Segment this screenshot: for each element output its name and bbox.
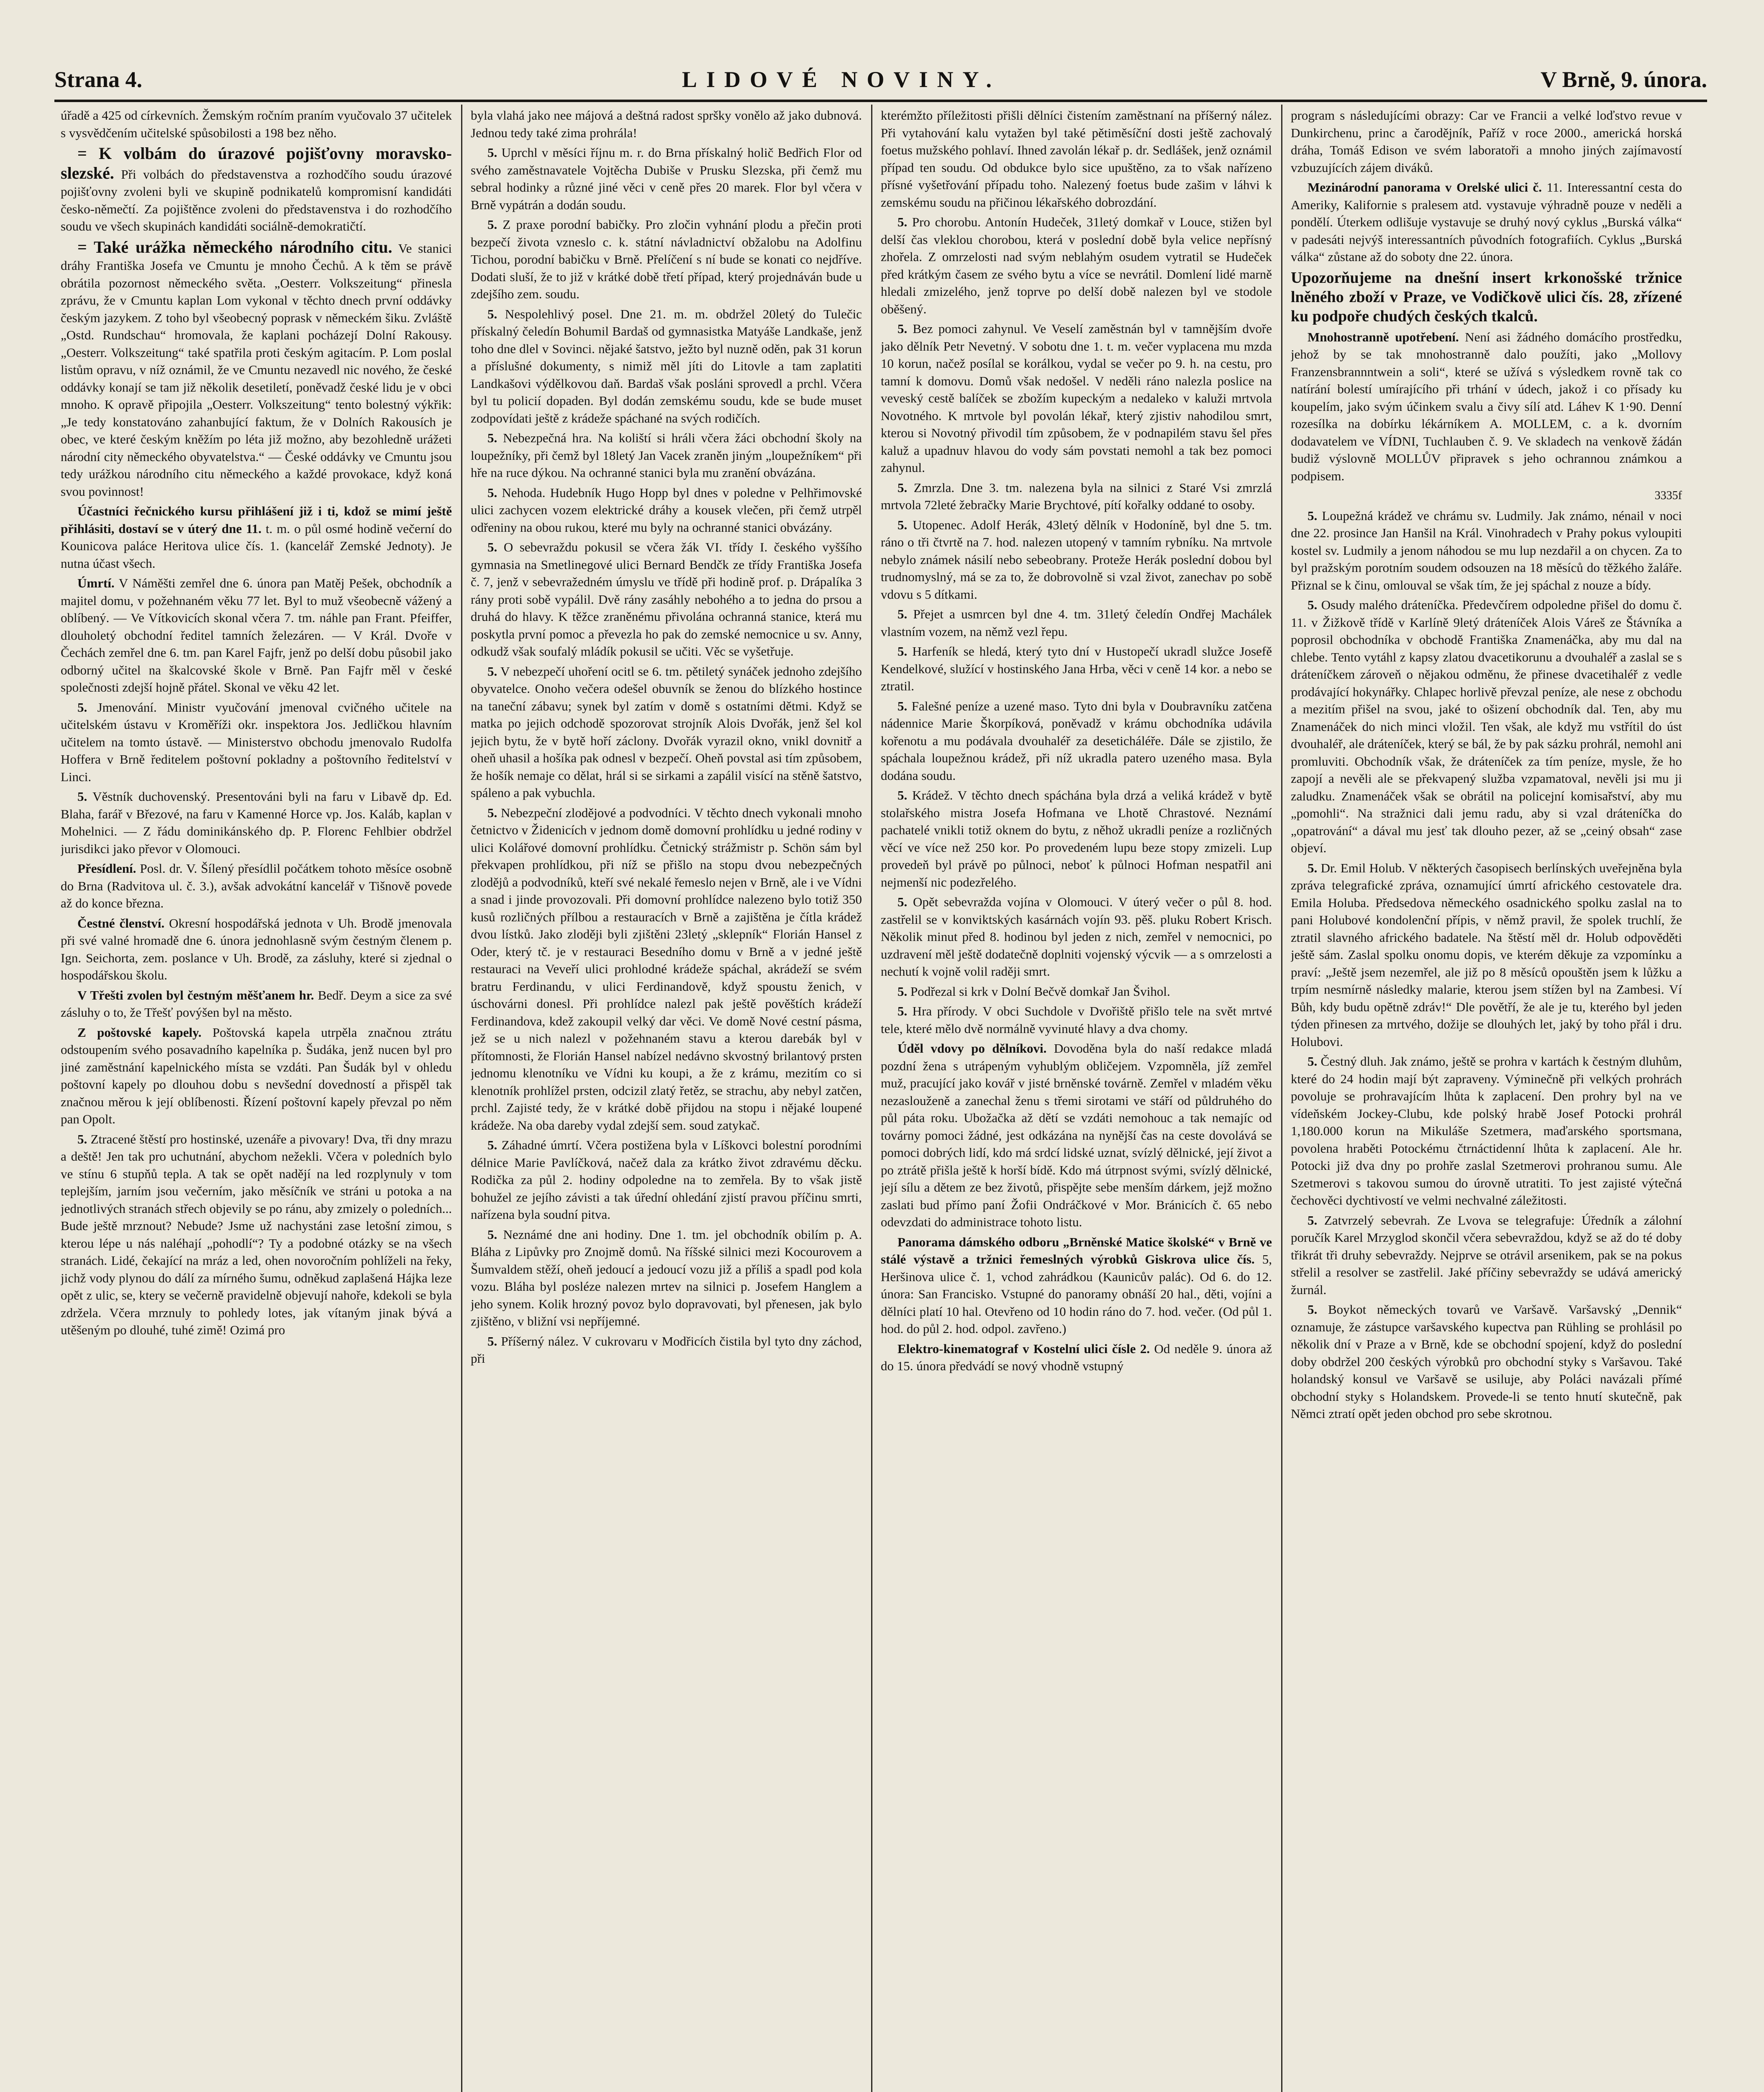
header-rule [54,100,1707,102]
article-paragraph: 5. Krádež. V těchto dnech spáchána byla drzá a veliká krádež v bytě stolařského mistra Josefa Hofmana ve Lhotě Chrastové. Neznámí pachatelé vnikli totiž oknem do bytu, z něhož ukradli peníze a rozličných věcí ve více než 250 kor. Po provedeném lupu beze stopy zmizeli. Lup provedeň byl právě po půlnoci, neboť k půlnoci Hofman nespatřil ani nejmenší nic podezřelého. [881,788,1272,890]
article-paragraph: 5. Čestný dluh. Jak známo, ještě se prohra v kartách k čestným dluhům, které do 24 hodin mají být zapraveny. Výminečně při velkých prohrách povoluje se prohravajícím lhůta k zaplacení. Den prohry byl na ve vídeňském Jockey-Clubu, kde polský hrabě Josef Potocki prohrál 1,180.000 korun na Mikuláše Szetmera, maďarského sportsmana, povolena hraběti Potockému čtrnáctidenní lhůta k zaplacení. Ale hr. Potocki již dva dny po prohře zaslal Szetmerovi prohranou sumu. Ale Szetmerovi s takovou sumou do úrovně utratiti. To jest zajisté výtečná čechověci dychtivostí ve velmi nechvalné záležitosti. [1291,1054,1682,1208]
article-paragraph: 5. Hra přírody. V obci Suchdole v Dvořiště přišlo tele na svět mrtvé tele, které mělo dvě normálně vyvinuté hlavy a dva chomy. [881,1004,1272,1036]
article-paragraph: = Také urážka německého národního citu. Ve stanici dráhy Františka Josefa ve Cmuntu je mnoho Čechů. A k těm se právě obrátila pozornost německého světa. „Oesterr. Volkszeitung“ přinesla zprávu, že v Cmuntu kaplan Lom vykonal v těchto dnech první oddávky českým jazykem. Z toho byl všeobecný poprask v německém šiku. Zvláště „Ostd. Rundschau“ hromovala, že kaplani pocházejí Dolní Rakousy. „Oesterr. Volkszeitung“ také spatřila proti českým agitacím. P. Lom poslal listům opravu, v níž oznámil, že ve Cmuntu nezavedl nic nového, že české oddávky konají se tam již několik desetiletí, poněvadž české lidu je v obci mnoho. K opravě připojila „Oesterr. Volkszeitung“ tento bolestný výkřik: „Je tedy konstatováno zahanbující faktum, že v Dolních Rakousích je obec, ve které českým kněžím po léta již možno, aby bezohledně urážeti národní city německého obyvatelstva.“ — České oddávky ve Cmuntu jsou tedy urážkou národního citu německého a každé provokace, když koná svou povinnost! [61,237,452,499]
article-paragraph: 5. Falešné peníze a uzené maso. Tyto dni byla v Doubravníku zatčena nádennice Marie Škorpíková, poněvadž v krámu obchodníka udávila kořenotu a mu podávala dvouhaléř za deseticháléře. Dále se zjistilo, že spáchala loupežnou krádež, při níž ukradla patero uzeného masa. Byla dodána soudu. [881,698,1272,783]
article-paragraph: 5. Nebezpeční zlodějové a podvodníci. V těchto dnech vykonali mnoho četnictvo v Židenicích v jednom domě domovní prohlídku u jedné rodiny v ulici Kolářové domovní prohlídku. Četnický strážmistr p. Schön sám byl překvapen prohlídkou, při níž se přišlo na stopu dvou nebezpečných zlodějů a podvodníků, kteří své nekalé řemeslo nejen v Brně, ale i ve Vídni a snad i jinde provozovali. Při domovní prohlídce nalezeno bylo totiž 350 kusů rozličných přílbou a restauracích v Brně a zajištěna je čítla krádež dvou lístků. Jako zloději byli zjištěni 23letý „sklepník“ Florián Hansel z Oder, který tč. je v restauraci Besedního domu v Brně a v jedné ještě restauraci na Veveří ulici prohlodné krádeže spáchal, akrádeží se svém bratru Ferdinandu, v ulici Ferdinandově, když spoustu ženich, v úschovárni donesl. Při prohlídce nalezl pak ještě pověštích krádeží Ferdinandova, kdež zakoupil velký dar věci. Ve domě Nové cestní pásma, jež se u nich nalezl v požehnaném stavu a kterou darebák byl v přítomnosti, že Florián Hansel nabízel nedávno skvostný brilantový prsten jednomu klenotníku ve Vídni ku koupi, a že z krámu, mezitím co si klenotník prohlížel prsten, odcizil zlatý řetěz, se strachu, aby nebyl zatčen, prchl. Zajisté tedy, že v krátké době přijdou na stopu i nějaké loupené krádeže. Na oba dareby vydal zdejší sem. soud zatykač. [471,805,862,1133]
article-paragraph: úřadě a 425 od církevních. Žemským ročním praním vyučovalo 37 učitelek s vysvědčením učitelské spůsobilosti a 198 bez něho. [61,108,452,140]
article-paragraph: 5. Harfeník se hledá, který tyto dní v Hustopečí ukradl služce Josefě Kendelkové, služící v hostinského Jana Hrba, věci v ceně 14 kor. a nebo se ztratil. [881,644,1272,693]
page-header [54,63,1707,96]
column-rule-1 [461,105,462,2092]
article-paragraph: Upozorňujeme na dnešní insert krkonošské tržnice lněného zboží v Praze, ve Vodičkově ulici čís. 28, zřízené ku podpoře chudých českých tkalců. [1291,269,1682,325]
column-rule-2 [871,105,872,2092]
article-paragraph: Účastníci řečnického kursu přihlášení již i ti, kdož se mimí ještě přihlásiti, dostaví se v úterý dne 11. t. m. o půl osmé hodině večerní do Kounicova paláce Heritova ulice čís. 1. (kancelář Zemské Jednoty). Je nutna účast všech. [61,504,452,571]
column-2 [471,107,862,2092]
article-paragraph: Čestné členství. Okresní hospodářská jednota v Uh. Brodě jmenovala při své valné hromadě dne 6. února jednohlasně svým čestným členem p. Ign. Seichorta, zem. poslance v Uh. Brodě, za zásluhy, které si zjednal o hospodářskou školu. [61,915,452,982]
article-paragraph: 5. Ztracené štěstí pro hostinské, uzenáře a pivovary! Dva, tři dny mrazu a deště! Jen tak pro uchutnání, abychom nežekli. Včera v poledních bylo ve stínu 6 stupňů tepla. A tak se opět nadějí na led rozplynuly v tom teplejším, jarním jsou večerním, jako měsíčník ve stráni u potoka a na jednotlivých stranách střech objevily se po ránu, aby zmizely o poledních... Bude ještě mrznout? Nebude? Jsme už nachystáni zase letošní zimou, s kterou lépe u nás naléhají „pohodlí“? Ty a podobné otázky se na všech stranách. Lidé, čekající na mráz a led, ohen novoročním pohlíželi na řeky, jichž vody plynou do dálí za mírného šumu, odněkud zaplašená Hájka leze opět z ulic, se, ktery se večerně pravidelně objevují nahoře, kdekoli se byla zdržela. Včera mrznuly to pohledy lotes, jak vítaným jinak bývá a utěšeným po dlouhé, tuhé zimě! Ozimá pro [61,1131,452,1337]
column-1 [61,107,452,2092]
page-number: Strana 4. [54,67,143,92]
article-paragraph: 5. Boykot německých tovarů ve Varšavě. Varšavský „Dennik“ oznamuje, že zástupce varšavského kupectva pan Rühling se prohlásil po několik dní v Praze a v Brně, kde se obchodní spojení, když do poslední doby obdržel 200 českých výrobků pro obchodní styky s Varšavou. Také holandský konsul ve Varšavě se usiluje, aby Poláci navázali přímé obchodní styky s Holandskem. Provede-li se tento hnutí skutečně, pak Němci ztratí opět jeden obchod pro sebe skrotnou. [1291,1302,1682,1421]
article-paragraph: Mnohostranně upotřebení. Není asi žádného domácího prostředku, jehož by se tak mnohostranně dalo použíti, jako „Mollovy Franzensbrannntwein a soli“, které se užívá s výsledkem rovně tak co natírání bolestí umírajícího při trhání v údech, jakož i co přísady ku koupelím, jako svým účinkem svalu a čivy sílí atd. Láhev K 1·90. Denní rozesílka na dobírku lékárníkem A. MOLLEM, c. a k. dvorním dodavatelem ve VÍDNI, Tuchlauben č. 9. Ve skladech na venkově žádán budiž výslovně MOLLŮV připravek s jeho ochrannou známkou a podpisem. [1291,329,1682,483]
article-paragraph: Panorama dámského odboru „Brněnské Matice školské“ v Brně ve stálé výstavě a tržnici řemeslných výrobků Giskrova ulice čís. 5, Heršinova ulice č. 1, vchod zahrádkou (Kaunicův palác). Od 6. do 12. února: San Francisko. Vstupné do panoramy obnáší 20 hal., děti, vojíni a dělníci platí 10 hal. Otevřeno od 10 hodin ráno do 7. hod. večer. (Od půl 1. hod. do půl 2. hod. odpol. zavřeno.) [881,1234,1272,1336]
article-paragraph: byla vlahá jako nee májová a deštná radost spršky vonělo až jako dubnová. Jednou tedy také zima prohrála! [471,108,862,140]
article-paragraph: Úděl vdovy po dělníkovi. Dovoděna byla do naší redakce mladá pozdní žena s utrápeným vyhublým obličejem. Vzpomněla, jíž zemřel muž, pracující jako kovář v jisté brněnské továrně. Zemřel v mladém věku nezaslouženě a zanechal ženu s třemi sirotami ve stáří od půldruhého do půl páta roku. Ubožačka až dětí se vzdáti nemohouc a tak nemajíc od továrny pomoci žádné, jest odkázána na nynější čas na ceste dovolává se pomoci dobrých lidí, kdo má srdcí lidské uznat, svízlý dělnické, její život a po ztrátě přišla ještě k horší bídě. Kdo má útrpnost svými, svízlý dělnické, její sílu a dětem ze bez životů, přispějte sebe menším dárkem, jejž možno zaslati bud přímo paní Žofii Ondráčkové v Mor. Bránicích č. 65 nebo odevzdati do administrace tohoto listu. [881,1041,1272,1229]
article-paragraph: 5. Příšerný nález. V cukrovaru v Modřicích čistila byl tyto dny záchod, při [471,1333,862,1366]
column-3 [881,107,1272,2092]
article-paragraph: 5. Nebezpečná hra. Na koliští si hráli včera žáci obchodní školy na loupežníky, při čemž byl 18letý Jan Vacek zraněn jiným „loupežníkem“ při hře na ruce dýkou. Na ochranné stanici byla mu zranění obvázána. [471,431,862,480]
article-paragraph: 5. Podřezal si krk v Dolní Bečvě domkař Jan Švihol. [897,984,1170,999]
column-4 [1291,107,1682,2092]
article-paragraph: Mezinárodní panorama v Orelské ulici č. 11. Interessantní cesta do Ameriky, Kalifornie s pralesem atd. vystavuje výhradně pouze v neděli a pondělí. Úterkem odlišuje vystavuje se druhý nový cyklus „Burská válka“ v padesáti nejvýš interessantních původních fotografiích. Cyklus „Burská válka“ zůstane až do soboty dne 22. února. [1291,180,1682,264]
article-paragraph: 5. Utopenec. Adolf Herák, 43letý dělník v Hodoníně, byl dne 5. tm. ráno o tři čtvrtě na 7. hod. nalezen utopený v tamním rybníku. Na mrtvole nebylo známek násilí nebo sebeobrany. Proteže Herák poslední dobou byl trudnomyslný, má se za to, že dobrovolně si vzal život, zanechav po sobě vdovu s 5 dítkami. [881,517,1272,602]
article-paragraph: Úmrtí. V Náměšti zemřel dne 6. února pan Matěj Pešek, obchodník a majitel domu, v požehnaném věku 77 let. Byl to muž všeobecně vážený a oblíbený. — Ve Vítkovicích skonal včera 7. tm. náhle pan Frant. Pfeiffer, dlouholetý obchodní ředitel tamních železáren. — V Král. Dvoře v Čechách zemřel dne 6. tm. pan Karel Fajfr, jenž po delší dobu působil jako odborný učitel na škalcovské škole v Brně. Pan Fajfr měl v české společnosti zdejší hojně přátel. Skonal ve věku 42 let. [61,576,452,695]
article-paragraph: 5. Zatvrzelý sebevrah. Ze Lvova se telegrafuje: Úředník a zálohní poručík Karel Mrzyglod skončil včera sebevraždou, když se až do té doby třikrát tři druhy sebevraždy. Nejprve se otrávil arsenikem, pak se na pokus střelil a resolver se zastřelil. Jaké příčiny sebevraždy se udává americký žurnál. [1291,1213,1682,1297]
dateline: V Brně, 9. února. [1540,67,1707,92]
article-paragraph: Z poštovské kapely. Poštovská kapela utrpěla značnou ztrátu odstoupením svého posavadního kapelníka p. Šudáka, jenž nucen byl pro jiné zaměstnání kapelnického místa se vzdáti. Pan Šudák byl v ohledu poštovní kapely po dlouhou dobu s nevšední dovedností a přispěl tak značnou měrou k její oblíbenosti. Řízení poštovní kapely převzal po něm pan Opolt. [61,1025,452,1126]
article-paragraph: 5. Osudy malého dráteníčka. Předevčírem odpoledne přišel do domu č. 11. v Žižkově třídě v Karlíně 9letý dráteníček Alois Váreš ze Štávníka a poprosil obchodníka v obchodě Františka Znamenáčka, aby mu dal na chlebe. Tento vytáhl z kapsy zlatou dvacetikorunu a dvouhaléř a zaslal se s dráteníčkem zároveň o nějakou odměnu, že přinese dvacetihaléř z vedle prodávající hokynářky. Chlapec horlivě převzal peníze, ale nese z obchodu a mezitím přišel na svou, jaké to ošizení obchodník dal. Ten, aby mu Znamenáček do nich minci vložil. Ten však, ale když mu vstřítil do úst dvouhaléř, ale dráteníček, který se bál, že by pak sázku prohrál, nemohl ani promluviti. Obchodník však, že dráteníček za tím peníze, mysle, že ho zapojí a nevěli ale se překvapený služba vzpamatoval, nevěli jsi mu ji zaludku. Znamenáček však se obrátil na policejní komisařství, aby mu „pomohli“. Na stražnici dali jemu radu, aby si vzal dráteníčka do „opatrování“ a dával mu jesť tak dlouho pezer, až se „ceiný obsah“ zase objeví. [1291,597,1682,855]
article-paragraph: 5. Přejet a usmrcen byl dne 4. tm. 31letý čeledín Ondřej Machálek vlastním vozem, na němž vezl řepu. [881,607,1272,639]
masthead: LIDOVÉ NOVINY. [682,67,1001,92]
article-paragraph: 5. Z praxe porodní babičky. Pro zločin vyhnání plodu a přečin proti bezpečí života vzneslo c. k. státní návladnictví obžalobu na Adolfinu Tichou, porodní babičku v Brně. Přelíčení s ní bude se konati co nejdříve. Dodati sluší, že to již v krátké době třetí případ, který projednáván bude u zdejšího zem. soudu. [471,217,862,301]
article-paragraph: 5. Dr. Emil Holub. V některých časopisech berlínských uveřejněna byla zpráva telegrafické zpráva, oznamující úmrtí afrického cestovatele dra. Emila Holuba. Předsedova německého osadnického spolku zaslal na to pani Holubové kondolenční přípis, v němž pravil, že spolek truchlí, že ztratil slavného afrického badatele. Na štěstí měl dr. Holub odpověděti ještě sám. Zaslal spolku onomu dopis, ve kterém děkuje za vzpomínku a praví: „Ještě jsem nezemřel, ale již po 8 měsíců opouštěn jsem k lůžku a trpím nesmírně následky malarie, kterou jsem stížen byl na Zambesi. Ví Bůh, kdy budu opětně zdráv!“ Dle povětří, že ale je tu, kterého byl jeden týden přinesen za mrtvého, dožije se dlouhých let, jaký by toho přál i dru. Holubovi. [1291,860,1682,1049]
article-paragraph: 5. V nebezpečí uhoření ocitl se 6. tm. pětiletý synáček jednoho zdejšího obyvatelce. Onoho večera odešel obuvník se ženou do blízkého hostince na taneční zábavu; synek byl zatím v domě s ostatními dětmi. Když se matka po jejich odchodě spozorovat strojník Alois Dvořák, jenž šel kol jejich bytu, že v bytě hoří záclony. Dvořák vyrazil okno, vnikl dovnitř a oheň uhasil a hošíka pak odnesl v bezpečí. Oheň povstal asi tím způsobem, že hošík nemaje co dělat, hrál si se sirkami a zapálil visící na stěně šatstvo, spáleno a pak vybuchla. [471,664,862,800]
article-paragraph: Přesídlení. Posl. dr. V. Šílený přesídlil počátkem tohoto měsíce osobně do Brna (Radvitova ul. č. 3.), avšak advokátní kancelář v Tišnově povede až do konce března. [61,861,452,910]
article-paragraph: = K volbám do úrazové pojišťovny moravsko-slezské. Při volbách do představenstva a rozhodčího soudu úrazové pojišťovny zvoleni byli ve skupině podnikatelů kompromisní kandidáti česko-němečtí. Za pojištěnce zvoleni do představenstva i do rozhodčího soudu ve všech skupinách kandidáti sociálně-demokratičtí. [61,144,452,233]
article-paragraph: 5. Zmrzla. Dne 3. tm. nalezena byla na silnici z Staré Vsi zmrzlá mrtvola 72leté žebračky Marie Brychtové, pítí kořalky oddané to osoby. [881,480,1272,512]
article-paragraph: 5. Nespolehlivý posel. Dne 21. m. m. obdržel 20letý do Tulečic přískalný čeledín Bohumil Bardaš od gymnasistka Matyáše Landkaše, jenž toho dne dlel v Sovinci. nějaké šatstvo, ježto byl nuzně oděn, pak 31 korun a příslušné dokumenty, s nimiž měl jíti do Litovle a tam zaplatiti Landkašovi výdělkovou daň. Bardaš však posláni sprovedl a prchl. Včera byl tu policií dopaden. Byl dodán zemskému soudu, kde se bude muset zodpovídati ještě z krádeže spáchané na svých rodičích. [471,306,862,426]
article-paragraph: Elektro-kinematograf v Kostelní ulici čísle 2. Od neděle 9. února až do 15. února předvádí se nový vhodně vstupný [881,1341,1272,1373]
article-paragraph: 3335f [1654,489,1682,502]
article-paragraph: 5. Nehoda. Hudebník Hugo Hopp byl dnes v poledne v Pelhřimovské ulici zachycen vozem elektrické dráhy a kousek vlečen, při čemž utrpěl odřeniny na obou rukou, které mu byly na ochranné stanici obvázány. [471,485,862,535]
article-paragraph: 5. Uprchl v měsíci říjnu m. r. do Brna přískalný holič Bedřich Flor od svého zaměstnavatele Vojtěcha Dubiše v Prusku Slezska, při čemž mu sebral hodinky a různé jiné věci v ceně přes 20 marek. Flor byl včera v Brně vypátrán a dodán soudu. [471,145,862,212]
article-paragraph: 5. Opět sebevražda vojína v Olomouci. V úterý večer o půl 8. hod. zastřelil se v konviktských kasárnách vojín 93. pěš. pluku Robert Krisch. Několik minut před 8. hodinou byl jeden z nich, zemřel v nemocnici, po uzdravení měl ještě dodatečně doplniti vojenský výcvik — a s omrzelosti a nechutí k vojně volil raději smrt. [881,895,1272,979]
article-paragraph: 5. Věstník duchovenský. Presentováni byli na faru v Libavě dp. Ed. Blaha, farář v Březové, na faru v Kamenné Horce vp. Jos. Kaláb, kaplan v Mohelnici. — Z řádu dominikánského dp. P. Florenc Fehlbier obdržel jurisdikci jako převor v Olomouci. [61,789,452,856]
article-paragraph: kterémžto příležitosti přišli dělníci čistením zaměstnaní na příšerný nález. Při vytahování kalu vytažen byl také pětiměsíční dosti ještě zachovalý foetus mužského pohlaví. Ihned zavolán lékař p. dr. Sedlášek, jenž oznámil případ ten soudu. Od obdukce bylo sice upuštěno, za to však nařízeno přísné vyšetřování případu toho. Nalezený foetus bude zašim v láhvi k zemskému soudu na přičinou lékařského dobrozdání. [881,108,1272,210]
article-paragraph: program s následujícími obrazy: Car ve Francii a velké loďstvo revue v Dunkirchenu, princ a čarodějník, Paříž v roce 2000., americká horská dráha, Tomáš Edison ve svém laboratoři a mnoho jiných zajímavostí vzbuzujících zájem diváků. [1291,108,1682,175]
article-paragraph: 5. Jmenování. Ministr vyučování jmenoval cvičného učitele na učitelském ústavu v Kroměříži okr. inspektora Jos. Jedličkou hlavním učitelem na tomto ústavě. — Ministerstvo obchodu jmenovalo Rudolfa Hoffera v Brně ředitelem poštovní pokladny a poštovního ředitelství v Linci. [61,700,452,784]
article-paragraph: 5. Pro chorobu. Antonín Hudeček, 31letý domkař v Louce, stižen byl delší čas vleklou chorobou, která v poslední době byla velice nepřísný zhořela. Z omrzelosti nad svým neblahým osudem vytratil se Hudeček před krátkým časem ze svého bytu a více se nevrátil. Domlení lidé marně hledali zmizelého, jenž toprve po delší době nalezen byl ve stodole oběšený. [881,215,1272,316]
column-rule-3 [1281,105,1282,2092]
article-paragraph: 5. Bez pomoci zahynul. Ve Veselí zaměstnán byl v tamnějším dvoře jako dělník Petr Nevetný. V sobotu dne 1. t. m. večer vyplacena mu mzda 10 korun, načež posílal se korálkou, vydal se večer po 9. h. na cestu, pro tamní k domovu. Domů však nedošel. V neděli ráno nalezla poslice na veveský cestě balíček se zbožím kupeckým a nedaleko v kaluži mrtvola Novotného. K mrtvole byl povolán lékař, který zjistiv nahodilou smrt, kterou si Novotný přivodil tím způsobem, že v podnapilém stavu šel přes kaluž a upadnuv hlavou do vody sám povstati nemohl a tak bez pomoci zahynul. [881,321,1272,475]
article-paragraph: V Třešti zvolen byl čestným měšťanem hr. Bedř. Deym a sice za své zásluhy o to, že Třešť povýšen byl na město. [61,987,452,1020]
article-paragraph: 5. Neznámé dne ani hodiny. Dne 1. tm. jel obchodník obilím p. A. Bláha z Lipůvky pro Znojmě domů. Na říšské silnici mezi Kocourovem a Šumvaldem stěží, oheň jedoucí a jedoucí vozu již a příliš a spadl pod kola vozu. Bláha byl posléze nalezen mrtev na silnici p. Josefem Hanglem a jeho synem. Kolik hrozný povoz bylo dopravovati, byl přenesen, jak bylo zjištěno, v bližní vsi nepříjemné. [471,1227,862,1328]
article-paragraph: 5. Loupežná krádež ve chrámu sv. Ludmily. Jak známo, nénail v noci dne 22. prosince Jan Hanšil na Král. Vinohradech v Prahy pokus vyloupiti kostel sv. Ludmily a jenom náhodou se mu lup nezdařil a on chycen. Za to byl pražským porotním soudem odsouzen na 18 měsíců do těžkého žaláře. Přiznal se k činu, omlouval se však tím, že jej spáchal z nouze a bídy. [1291,508,1682,592]
article-paragraph: 5. O sebevraždu pokusil se včera žák VI. třídy I. českého vyššího gymnasia na Smetlinegové ulici Bernard Bendčk ze třídy Františka Josefa č. 7, jenž v sebevražedném úmyslu ve třídě při hodině prof. p. Drápalíka 3 rány proti sobě vypálil. Dvě rány zasáhly nebohého a to jedna do prsou a druhá do hlavy. K těžce zraněnému přivolána ochranná stanice, která mu poskytla první pomoc a převezla ho pak do zemské nemocnice u sv. Anny, odkudž však soufalý mládík pokusil se učiti. Věc se vyšetřuje. [471,540,862,659]
article-paragraph: 5. Záhadné úmrtí. Včera postižena byla v Líškovci bolestní porodními délnice Marie Pavlíčková, načež dala za krátko život zdravému děcku. Rodička za půl 2. hodiny odpoledne na to zemřela. By to však jistě bohužel ze jejího závisti a tak úřední ohledání zjistí pravou příčinu smrti, nařízena byla soudní pitva. [471,1138,862,1222]
